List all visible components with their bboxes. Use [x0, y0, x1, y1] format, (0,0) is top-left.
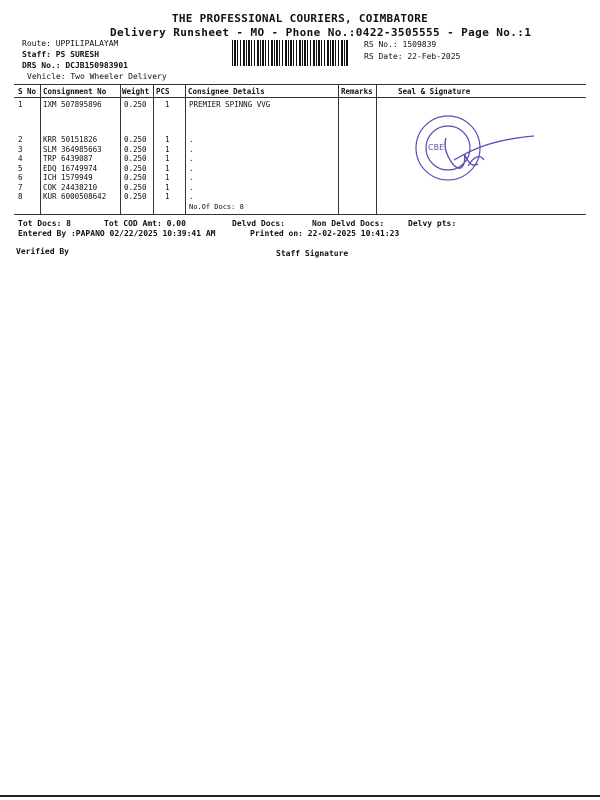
document-title: THE PROFESSIONAL COURIERS, COIMBATORE	[171, 12, 429, 25]
col-header-consignment: Consignment No	[43, 87, 107, 96]
tot-cod-amount: Tot COD Amt: 0.00	[104, 219, 186, 228]
row-consignee: .	[189, 173, 194, 182]
staff-signature: Staff Signature	[276, 249, 349, 258]
row-consignee: .	[189, 144, 194, 154]
col-header-weight: Weight	[122, 87, 150, 96]
verified-by: Verified By	[16, 247, 69, 256]
col-header-remarks: Remarks	[341, 87, 373, 96]
delivered-docs: Delvd Docs:	[232, 219, 285, 228]
col-header-pcs: PCS	[156, 87, 170, 96]
row-pcs: 1	[165, 163, 170, 173]
delivery-points: Delvy pts:	[408, 219, 457, 228]
runsheet-subtitle: Delivery Runsheet - MO - Phone No.:0422-3505555 - Page No.:1	[110, 26, 532, 39]
entered-by: Entered By :PAPANO 02/22/2025 10:39:41 AM	[18, 229, 216, 238]
row-weight: 0.250	[124, 144, 147, 154]
row-weight: 0.250	[124, 192, 147, 201]
no-of-docs: No.Of Docs: 8	[189, 203, 244, 211]
col-header-seal: Seal & Signature	[398, 87, 471, 96]
row-sno: 7	[18, 182, 23, 192]
row-sno: 3	[18, 144, 23, 154]
row-consignment-no: COK 24438210	[43, 182, 98, 192]
seal-stamp	[408, 110, 538, 200]
row-consignment-no: KUR 6000508642	[43, 192, 107, 201]
row-consignment-no: SLM 364985663	[43, 144, 102, 154]
row-consignment-no: EDQ 16749974	[43, 163, 98, 173]
row-consignment-no: ICH 1579949	[43, 173, 93, 182]
row-sno: 8	[18, 192, 23, 201]
printed-on: Printed on: 22-02-2025 10:41:23	[250, 229, 400, 238]
row-pcs: 1	[165, 135, 170, 144]
row-weight: 0.250	[124, 100, 147, 109]
row-weight: 0.250	[124, 163, 147, 173]
row-pcs: 1	[165, 100, 170, 109]
row-weight: 0.250	[124, 182, 147, 192]
page-bottom-rule	[0, 795, 600, 797]
staff-label: Staff: PS SURESH	[22, 50, 100, 59]
row-consignment-no: IXM 507895896	[43, 100, 102, 109]
row-sno: 5	[18, 163, 23, 173]
row-consignee: .	[189, 192, 194, 201]
row-pcs: 1	[165, 192, 170, 201]
col-header-sno: S No	[18, 87, 37, 96]
row-pcs: 1	[165, 154, 170, 163]
route-label: Route: UPPILIPALAYAM	[22, 39, 119, 48]
row-consignee: .	[189, 135, 194, 144]
non-delivered-docs: Non Delvd Docs:	[312, 219, 385, 228]
tot-docs: Tot Docs: 8	[18, 219, 71, 228]
row-consignee: .	[189, 163, 194, 173]
row-pcs: 1	[165, 173, 170, 182]
row-consignment-no: TRP 6439087	[43, 154, 93, 163]
row-consignee: .	[189, 154, 194, 163]
row-weight: 0.250	[124, 154, 147, 163]
row-sno: 6	[18, 173, 23, 182]
row-weight: 0.250	[124, 135, 147, 144]
row-sno: 2	[18, 135, 23, 144]
drs-number: DRS No.: DCJB150983901	[22, 61, 128, 70]
row-sno: 4	[18, 154, 23, 163]
row-weight: 0.250	[124, 173, 147, 182]
drs-barcode	[232, 40, 348, 66]
rs-number: RS No.: 1509839	[364, 40, 437, 49]
vehicle-label: Vehicle: Two Wheeler Delivery	[27, 72, 167, 81]
row-consignee: .	[189, 182, 194, 192]
row-pcs: 1	[165, 144, 170, 154]
rs-date: RS Date: 22-Feb-2025	[364, 52, 461, 61]
col-header-consignee: Consignee Details	[188, 87, 265, 96]
row-sno: 1	[18, 100, 23, 109]
row-pcs: 1	[165, 182, 170, 192]
row-consignment-no: KRR 50151826	[43, 135, 98, 144]
row-consignee: PREMIER SPINNG VVG	[189, 100, 271, 109]
stamp-text: CBE	[428, 143, 445, 152]
